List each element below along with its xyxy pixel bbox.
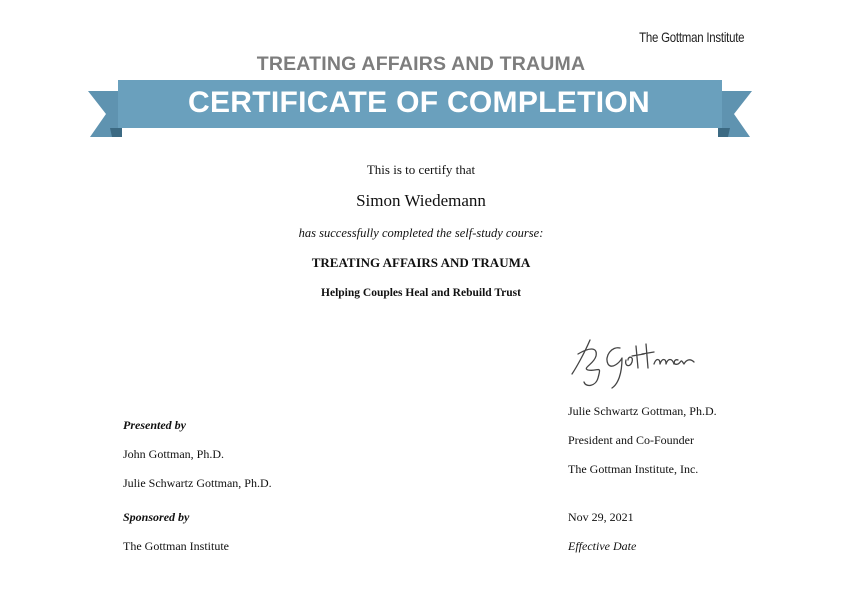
- sponsored-by-label: Sponsored by: [123, 510, 190, 524]
- course-kicker: TREATING AFFAIRS AND TRAUMA: [256, 53, 586, 75]
- signature-icon: [568, 334, 698, 392]
- certify-intro: This is to certify that: [366, 162, 476, 177]
- completion-statement: has successfully completed the self-study course:: [298, 226, 544, 240]
- presenter-name: John Gottman, Ph.D.: [123, 447, 225, 461]
- presenter-name: Julie Schwartz Gottman, Ph.D.: [123, 476, 272, 490]
- effective-date-value: Nov 29, 2021: [568, 510, 634, 524]
- brand-logo: The Gottman Institute: [638, 29, 744, 45]
- signatory-organization: The Gottman Institute, Inc.: [568, 462, 699, 476]
- effective-date-label: Effective Date: [568, 539, 637, 553]
- signatory-role: President and Co-Founder: [568, 433, 694, 447]
- certificate-title: CERTIFICATE OF COMPLETION: [188, 86, 650, 119]
- sponsor-name: The Gottman Institute: [123, 539, 229, 553]
- recipient-name: Simon Wiedemann: [356, 191, 486, 210]
- course-title: TREATING AFFAIRS AND TRAUMA: [311, 255, 531, 270]
- presented-by-label: Presented by: [123, 418, 186, 432]
- course-subtitle: Helping Couples Heal and Rebuild Trust: [321, 287, 521, 299]
- signatory-name: Julie Schwartz Gottman, Ph.D.: [568, 404, 717, 418]
